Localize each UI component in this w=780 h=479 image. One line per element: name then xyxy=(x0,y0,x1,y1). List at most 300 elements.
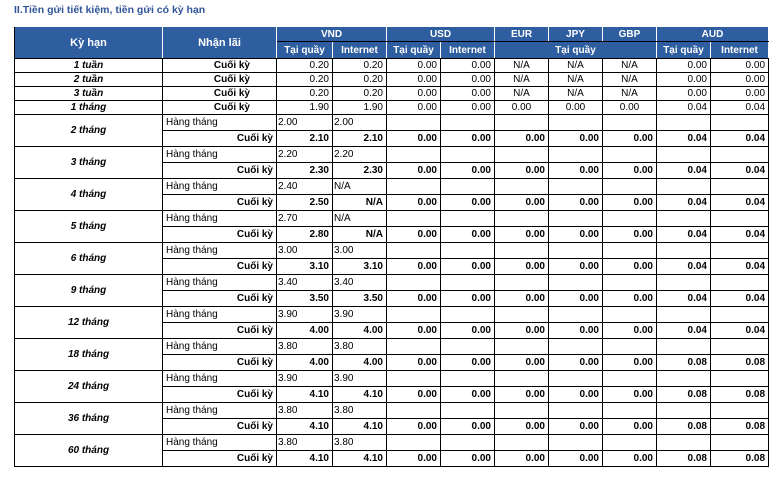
rate-cell-aud-i: 0.08 xyxy=(711,355,769,371)
empty-cell xyxy=(441,435,495,451)
rate-cell-gbp: N/A xyxy=(603,59,657,73)
rate-cell-eur: 0.00 xyxy=(495,131,549,147)
header-aud: AUD xyxy=(657,27,769,42)
rate-cell-gbp: 0.00 xyxy=(603,419,657,435)
rate-cell-vnd-c: 4.10 xyxy=(277,451,333,467)
rate-cell-usd-i: 0.00 xyxy=(441,59,495,73)
rate-cell-eur: N/A xyxy=(495,59,549,73)
empty-cell xyxy=(387,243,441,259)
rate-cell-aud-c: 0.08 xyxy=(657,451,711,467)
term-cell: 4 tháng xyxy=(15,179,163,211)
rate-cell-vnd-c: 2.00 xyxy=(277,115,333,131)
rate-cell-vnd-c: 1.90 xyxy=(277,101,333,115)
empty-cell xyxy=(495,371,549,387)
term-cell: 9 tháng xyxy=(15,275,163,307)
rate-cell-vnd-c: 4.00 xyxy=(277,323,333,339)
empty-cell xyxy=(603,243,657,259)
rate-cell-usd-c: 0.00 xyxy=(387,195,441,211)
empty-cell xyxy=(711,147,769,163)
rate-cell-vnd-c: 3.80 xyxy=(277,403,333,419)
empty-cell xyxy=(657,179,711,195)
empty-cell xyxy=(711,307,769,323)
rate-cell-eur: 0.00 xyxy=(495,227,549,243)
rate-cell-aud-i: 0.08 xyxy=(711,451,769,467)
empty-cell xyxy=(387,339,441,355)
rate-cell-gbp: 0.00 xyxy=(603,259,657,275)
rate-cell-aud-i: 0.08 xyxy=(711,387,769,403)
rate-cell-vnd-i: 4.10 xyxy=(333,451,387,467)
empty-cell xyxy=(603,307,657,323)
rate-cell-eur: 0.00 xyxy=(495,387,549,403)
rate-cell-eur: 0.00 xyxy=(495,259,549,275)
rate-cell-usd-c: 0.00 xyxy=(387,451,441,467)
rate-cell-vnd-c: 3.90 xyxy=(277,307,333,323)
rate-cell-usd-i: 0.00 xyxy=(441,323,495,339)
interest-type-cell: Cuối kỳ xyxy=(163,87,277,101)
rate-cell-aud-c: 0.04 xyxy=(657,259,711,275)
rate-cell-eur: 0.00 xyxy=(495,163,549,179)
rate-cell-vnd-c: 3.40 xyxy=(277,275,333,291)
rate-cell-aud-c: 0.04 xyxy=(657,101,711,115)
rate-cell-jpy: 0.00 xyxy=(549,227,603,243)
empty-cell xyxy=(387,403,441,419)
term-cell: 60 tháng xyxy=(15,435,163,467)
rate-cell-usd-i: 0.00 xyxy=(441,195,495,211)
rate-cell-eur: 0.00 xyxy=(495,323,549,339)
empty-cell xyxy=(441,403,495,419)
empty-cell xyxy=(495,275,549,291)
empty-cell xyxy=(603,147,657,163)
rate-cell-eur: N/A xyxy=(495,73,549,87)
interest-type-cell: Cuối kỳ xyxy=(163,451,277,467)
rate-cell-vnd-c: 2.10 xyxy=(277,131,333,147)
rate-cell-vnd-c: 3.00 xyxy=(277,243,333,259)
interest-type-cell: Cuối kỳ xyxy=(163,59,277,73)
rate-cell-usd-i: 0.00 xyxy=(441,291,495,307)
rate-cell-usd-c: 0.00 xyxy=(387,227,441,243)
rate-cell-aud-c: 0.04 xyxy=(657,131,711,147)
rate-cell-usd-c: 0.00 xyxy=(387,323,441,339)
table-row xyxy=(15,211,769,227)
rate-cell-usd-c: 0.00 xyxy=(387,291,441,307)
empty-cell xyxy=(441,371,495,387)
empty-cell xyxy=(387,179,441,195)
empty-cell xyxy=(711,403,769,419)
table-row xyxy=(15,339,769,355)
empty-cell xyxy=(387,435,441,451)
header-usd: USD xyxy=(387,27,495,42)
rate-cell-vnd-i: 0.20 xyxy=(333,87,387,101)
rate-cell-vnd-i: 2.10 xyxy=(333,131,387,147)
table-row xyxy=(15,307,769,323)
term-cell: 18 tháng xyxy=(15,339,163,371)
rate-cell-usd-i: 0.00 xyxy=(441,419,495,435)
rate-cell-aud-c: 0.08 xyxy=(657,355,711,371)
empty-cell xyxy=(711,243,769,259)
rate-cell-aud-i: 0.00 xyxy=(711,73,769,87)
empty-cell xyxy=(441,147,495,163)
rate-cell-aud-i: 0.04 xyxy=(711,131,769,147)
rate-cell-vnd-i: 3.80 xyxy=(333,403,387,419)
table-row xyxy=(15,115,769,131)
rate-cell-aud-c: 0.00 xyxy=(657,87,711,101)
interest-type-cell: Hàng tháng xyxy=(163,275,277,291)
rate-cell-jpy: 0.00 xyxy=(549,101,603,115)
rate-cell-gbp: N/A xyxy=(603,87,657,101)
rate-cell-vnd-i: 4.10 xyxy=(333,419,387,435)
rate-cell-vnd-i: 3.80 xyxy=(333,435,387,451)
empty-cell xyxy=(603,339,657,355)
empty-cell xyxy=(549,179,603,195)
term-cell: 1 tuần xyxy=(15,59,163,73)
rate-cell-jpy: N/A xyxy=(549,87,603,101)
rate-cell-usd-c: 0.00 xyxy=(387,101,441,115)
interest-type-cell: Cuối kỳ xyxy=(163,131,277,147)
interest-type-cell: Hàng tháng xyxy=(163,147,277,163)
rate-cell-aud-i: 0.08 xyxy=(711,419,769,435)
interest-type-cell: Cuối kỳ xyxy=(163,387,277,403)
rate-cell-usd-c: 0.00 xyxy=(387,163,441,179)
table-row xyxy=(15,371,769,387)
section-title: II.Tiền gửi tiết kiệm, tiền gửi có kỳ hạn xyxy=(14,4,206,16)
empty-cell xyxy=(387,275,441,291)
rate-cell-gbp: 0.00 xyxy=(603,291,657,307)
table-row xyxy=(15,179,769,195)
rate-cell-vnd-c: 3.10 xyxy=(277,259,333,275)
empty-cell xyxy=(657,435,711,451)
term-cell: 6 tháng xyxy=(15,243,163,275)
empty-cell xyxy=(657,115,711,131)
rate-cell-jpy: 0.00 xyxy=(549,195,603,211)
header-eur: EUR xyxy=(495,27,549,42)
rate-cell-vnd-c: 3.50 xyxy=(277,291,333,307)
rate-cell-jpy: 0.00 xyxy=(549,163,603,179)
rate-cell-vnd-c: 3.80 xyxy=(277,435,333,451)
table-body xyxy=(15,59,769,467)
interest-type-cell: Cuối kỳ xyxy=(163,195,277,211)
empty-cell xyxy=(495,307,549,323)
rate-cell-aud-c: 0.04 xyxy=(657,323,711,339)
rate-cell-vnd-c: 4.10 xyxy=(277,387,333,403)
rate-cell-gbp: 0.00 xyxy=(603,323,657,339)
interest-type-cell: Hàng tháng xyxy=(163,179,277,195)
interest-type-cell: Cuối kỳ xyxy=(163,291,277,307)
empty-cell xyxy=(603,115,657,131)
term-cell: 2 tháng xyxy=(15,115,163,147)
rate-cell-aud-i: 0.04 xyxy=(711,101,769,115)
interest-type-cell: Hàng tháng xyxy=(163,243,277,259)
empty-cell xyxy=(549,339,603,355)
term-cell: 1 tháng xyxy=(15,101,163,115)
header-usd-counter: Tại quầy xyxy=(387,42,441,59)
empty-cell xyxy=(603,403,657,419)
rate-cell-vnd-c: 2.50 xyxy=(277,195,333,211)
rate-cell-vnd-i: N/A xyxy=(333,195,387,211)
interest-type-cell: Cuối kỳ xyxy=(163,259,277,275)
rate-cell-vnd-i: 0.20 xyxy=(333,73,387,87)
rate-cell-vnd-c: 0.20 xyxy=(277,59,333,73)
empty-cell xyxy=(603,179,657,195)
empty-cell xyxy=(711,211,769,227)
empty-cell xyxy=(603,435,657,451)
header-gbp: GBP xyxy=(603,27,657,42)
empty-cell xyxy=(441,211,495,227)
empty-cell xyxy=(387,211,441,227)
interest-type-cell: Hàng tháng xyxy=(163,211,277,227)
rate-cell-vnd-c: 4.10 xyxy=(277,419,333,435)
rate-cell-jpy: 0.00 xyxy=(549,451,603,467)
rate-cell-aud-c: 0.04 xyxy=(657,163,711,179)
interest-type-cell: Hàng tháng xyxy=(163,115,277,131)
table-row xyxy=(15,87,769,101)
empty-cell xyxy=(711,435,769,451)
empty-cell xyxy=(441,243,495,259)
table-row xyxy=(15,101,769,115)
rate-cell-vnd-i: 3.10 xyxy=(333,259,387,275)
rate-cell-eur: N/A xyxy=(495,87,549,101)
rate-cell-eur: 0.00 xyxy=(495,195,549,211)
empty-cell xyxy=(549,307,603,323)
empty-cell xyxy=(711,115,769,131)
rate-cell-eur: 0.00 xyxy=(495,451,549,467)
empty-cell xyxy=(495,403,549,419)
term-cell: 12 tháng xyxy=(15,307,163,339)
rate-cell-vnd-c: 2.40 xyxy=(277,179,333,195)
table-row xyxy=(15,403,769,419)
empty-cell xyxy=(495,243,549,259)
rate-cell-jpy: 0.00 xyxy=(549,259,603,275)
empty-cell xyxy=(549,115,603,131)
rate-cell-jpy: 0.00 xyxy=(549,291,603,307)
interest-type-cell: Hàng tháng xyxy=(163,371,277,387)
empty-cell xyxy=(549,243,603,259)
rate-cell-vnd-i: 2.20 xyxy=(333,147,387,163)
rate-cell-usd-c: 0.00 xyxy=(387,259,441,275)
interest-type-cell: Hàng tháng xyxy=(163,435,277,451)
rate-cell-vnd-c: 0.20 xyxy=(277,87,333,101)
term-cell: 3 tuần xyxy=(15,87,163,101)
empty-cell xyxy=(657,403,711,419)
rate-cell-vnd-c: 3.80 xyxy=(277,339,333,355)
rate-cell-aud-c: 0.04 xyxy=(657,291,711,307)
rate-cell-usd-i: 0.00 xyxy=(441,387,495,403)
interest-type-cell: Hàng tháng xyxy=(163,339,277,355)
interest-type-cell: Cuối kỳ xyxy=(163,419,277,435)
rate-cell-vnd-c: 2.80 xyxy=(277,227,333,243)
term-cell: 2 tuần xyxy=(15,73,163,87)
rate-cell-vnd-i: 0.20 xyxy=(333,59,387,73)
rate-cell-usd-i: 0.00 xyxy=(441,73,495,87)
rate-cell-vnd-c: 0.20 xyxy=(277,73,333,87)
header-vnd-internet: Internet xyxy=(333,42,387,59)
rate-cell-vnd-i: 4.00 xyxy=(333,323,387,339)
rate-cell-vnd-i: 2.00 xyxy=(333,115,387,131)
empty-cell xyxy=(441,275,495,291)
empty-cell xyxy=(603,371,657,387)
interest-type-cell: Hàng tháng xyxy=(163,403,277,419)
rate-cell-aud-i: 0.04 xyxy=(711,195,769,211)
empty-cell xyxy=(387,115,441,131)
rate-cell-vnd-i: N/A xyxy=(333,179,387,195)
rate-cell-gbp: 0.00 xyxy=(603,451,657,467)
empty-cell xyxy=(603,275,657,291)
rate-cell-aud-c: 0.08 xyxy=(657,419,711,435)
rate-cell-vnd-c: 3.90 xyxy=(277,371,333,387)
header-usd-internet: Internet xyxy=(441,42,495,59)
empty-cell xyxy=(495,339,549,355)
rate-cell-jpy: 0.00 xyxy=(549,323,603,339)
rate-cell-aud-i: 0.04 xyxy=(711,323,769,339)
rate-cell-aud-i: 0.00 xyxy=(711,87,769,101)
rate-cell-aud-i: 0.04 xyxy=(711,163,769,179)
rate-cell-gbp: 0.00 xyxy=(603,195,657,211)
header-jpy: JPY xyxy=(549,27,603,42)
empty-cell xyxy=(657,339,711,355)
header-eur-jpy-gbp-counter: Tại quầy xyxy=(495,42,657,59)
empty-cell xyxy=(657,371,711,387)
rate-cell-jpy: 0.00 xyxy=(549,131,603,147)
empty-cell xyxy=(711,179,769,195)
empty-cell xyxy=(549,147,603,163)
rate-cell-usd-i: 0.00 xyxy=(441,451,495,467)
rate-cell-jpy: 0.00 xyxy=(549,387,603,403)
rate-cell-usd-i: 0.00 xyxy=(441,131,495,147)
rate-cell-aud-c: 0.00 xyxy=(657,59,711,73)
term-cell: 3 tháng xyxy=(15,147,163,179)
rate-cell-vnd-i: N/A xyxy=(333,211,387,227)
rate-cell-gbp: 0.00 xyxy=(603,101,657,115)
rate-cell-aud-c: 0.00 xyxy=(657,73,711,87)
interest-type-cell: Hàng tháng xyxy=(163,307,277,323)
rate-cell-jpy: 0.00 xyxy=(549,419,603,435)
rate-cell-vnd-i: 4.10 xyxy=(333,387,387,403)
table-row xyxy=(15,435,769,451)
rate-cell-vnd-i: 3.90 xyxy=(333,307,387,323)
rate-cell-usd-i: 0.00 xyxy=(441,101,495,115)
rate-cell-aud-i: 0.04 xyxy=(711,259,769,275)
rate-cell-vnd-i: 1.90 xyxy=(333,101,387,115)
empty-cell xyxy=(657,243,711,259)
rate-cell-usd-i: 0.00 xyxy=(441,163,495,179)
header-aud-internet: Internet xyxy=(711,42,769,59)
empty-cell xyxy=(495,179,549,195)
rate-cell-usd-c: 0.00 xyxy=(387,59,441,73)
table-row xyxy=(15,73,769,87)
rate-cell-aud-i: 0.04 xyxy=(711,291,769,307)
rate-cell-usd-i: 0.00 xyxy=(441,227,495,243)
rate-cell-gbp: 0.00 xyxy=(603,163,657,179)
empty-cell xyxy=(441,307,495,323)
empty-cell xyxy=(495,435,549,451)
empty-cell xyxy=(711,275,769,291)
rate-cell-vnd-i: 4.00 xyxy=(333,355,387,371)
rate-cell-eur: 0.00 xyxy=(495,101,549,115)
rate-cell-gbp: 0.00 xyxy=(603,387,657,403)
rate-cell-vnd-i: 3.40 xyxy=(333,275,387,291)
table-row xyxy=(15,59,769,73)
rate-cell-vnd-c: 2.70 xyxy=(277,211,333,227)
header-vnd: VND xyxy=(277,27,387,42)
empty-cell xyxy=(657,211,711,227)
table-header xyxy=(15,27,769,59)
rate-cell-aud-i: 0.00 xyxy=(711,59,769,73)
rate-cell-gbp: 0.00 xyxy=(603,131,657,147)
interest-type-cell: Cuối kỳ xyxy=(163,227,277,243)
empty-cell xyxy=(603,211,657,227)
interest-type-cell: Cuối kỳ xyxy=(163,355,277,371)
rate-cell-aud-i: 0.04 xyxy=(711,227,769,243)
empty-cell xyxy=(549,435,603,451)
term-cell: 5 tháng xyxy=(15,211,163,243)
deposit-rate-table xyxy=(14,26,769,467)
empty-cell xyxy=(549,403,603,419)
term-cell: 36 tháng xyxy=(15,403,163,435)
rate-cell-usd-c: 0.00 xyxy=(387,419,441,435)
rate-cell-vnd-i: 3.50 xyxy=(333,291,387,307)
rate-cell-usd-c: 0.00 xyxy=(387,87,441,101)
empty-cell xyxy=(387,147,441,163)
empty-cell xyxy=(657,275,711,291)
header-vnd-counter: Tại quầy xyxy=(277,42,333,59)
empty-cell xyxy=(549,371,603,387)
empty-cell xyxy=(387,371,441,387)
rate-cell-aud-c: 0.08 xyxy=(657,387,711,403)
header-term: Kỳ hạn xyxy=(15,27,163,59)
empty-cell xyxy=(657,147,711,163)
header-aud-counter: Tại quầy xyxy=(657,42,711,59)
rate-cell-usd-c: 0.00 xyxy=(387,73,441,87)
table-row xyxy=(15,147,769,163)
rate-cell-vnd-i: 3.90 xyxy=(333,371,387,387)
empty-cell xyxy=(441,179,495,195)
empty-cell xyxy=(495,211,549,227)
empty-cell xyxy=(657,307,711,323)
rate-cell-vnd-c: 2.30 xyxy=(277,163,333,179)
rate-cell-usd-c: 0.00 xyxy=(387,355,441,371)
empty-cell xyxy=(495,115,549,131)
empty-cell xyxy=(711,371,769,387)
empty-cell xyxy=(549,275,603,291)
rate-cell-vnd-i: 2.30 xyxy=(333,163,387,179)
empty-cell xyxy=(441,115,495,131)
empty-cell xyxy=(387,307,441,323)
rate-cell-jpy: 0.00 xyxy=(549,355,603,371)
rate-cell-eur: 0.00 xyxy=(495,291,549,307)
rate-cell-aud-c: 0.04 xyxy=(657,227,711,243)
rate-cell-vnd-i: N/A xyxy=(333,227,387,243)
rate-cell-usd-c: 0.00 xyxy=(387,387,441,403)
interest-type-cell: Cuối kỳ xyxy=(163,101,277,115)
rate-cell-vnd-i: 3.80 xyxy=(333,339,387,355)
rate-cell-vnd-c: 4.00 xyxy=(277,355,333,371)
rate-cell-vnd-c: 2.20 xyxy=(277,147,333,163)
empty-cell xyxy=(495,147,549,163)
empty-cell xyxy=(549,211,603,227)
rate-cell-vnd-i: 3.00 xyxy=(333,243,387,259)
interest-type-cell: Cuối kỳ xyxy=(163,323,277,339)
rate-cell-gbp: 0.00 xyxy=(603,227,657,243)
rate-cell-usd-c: 0.00 xyxy=(387,131,441,147)
rate-cell-jpy: N/A xyxy=(549,59,603,73)
empty-cell xyxy=(711,339,769,355)
rate-cell-gbp: N/A xyxy=(603,73,657,87)
empty-cell xyxy=(441,339,495,355)
rate-cell-usd-i: 0.00 xyxy=(441,259,495,275)
term-cell: 24 tháng xyxy=(15,371,163,403)
rate-cell-eur: 0.00 xyxy=(495,355,549,371)
rate-cell-gbp: 0.00 xyxy=(603,355,657,371)
rate-cell-aud-c: 0.04 xyxy=(657,195,711,211)
